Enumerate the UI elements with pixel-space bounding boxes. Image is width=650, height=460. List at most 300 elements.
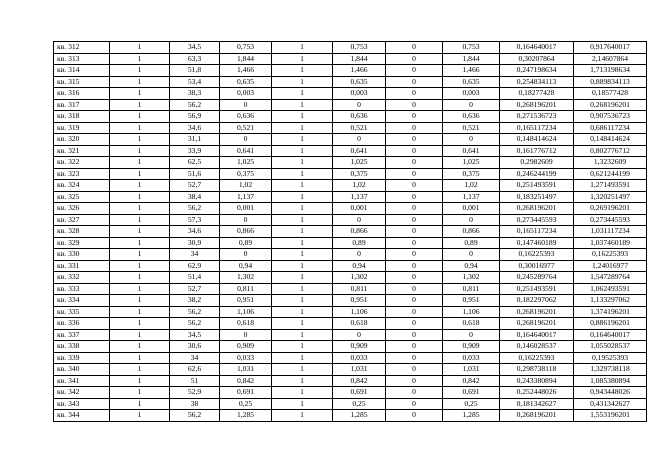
cell-apartment-number: кв. 332	[54, 272, 110, 284]
cell-total: 0,907536723	[574, 111, 647, 123]
cell-col-2: 1	[110, 180, 170, 192]
cell-total: 0,431342627	[574, 398, 647, 410]
cell-col-2: 1	[110, 237, 170, 249]
table-row	[54, 203, 647, 215]
cell-total: 1,271493591	[574, 180, 647, 192]
cell-total: 0,889834113	[574, 76, 647, 88]
cell-total: 1,24016977	[574, 260, 647, 272]
cell-col-7: 0	[386, 387, 443, 399]
cell-col-4: 0,521	[220, 122, 272, 134]
table-row	[54, 375, 647, 387]
cell-total: 0,18577428	[574, 88, 647, 100]
cell-total: 0,148414624	[574, 134, 647, 146]
cell-total: 2,14607864	[574, 53, 647, 65]
cell-col-9: 0,148414624	[500, 134, 574, 146]
table-row	[54, 214, 647, 226]
cell-apartment-number: кв. 318	[54, 111, 110, 123]
cell-col-2: 1	[110, 306, 170, 318]
table-row	[54, 168, 647, 180]
cell-col-7: 0	[386, 180, 443, 192]
cell-col-4: 0,375	[220, 168, 272, 180]
cell-col-9: 0,165117234	[500, 226, 574, 238]
cell-col-7: 0	[386, 42, 443, 54]
cell-area: 38,3	[170, 88, 220, 100]
cell-col-6: 0,25	[333, 398, 386, 410]
cell-col-6: 0,691	[333, 387, 386, 399]
cell-col-6: 0	[333, 249, 386, 261]
cell-col-9: 0,164640017	[500, 42, 574, 54]
cell-col-7: 0	[386, 203, 443, 215]
cell-area: 56,9	[170, 111, 220, 123]
cell-apartment-number: кв. 321	[54, 145, 110, 157]
cell-apartment-number: кв. 340	[54, 364, 110, 376]
cell-area: 56,2	[170, 306, 220, 318]
cell-total: 1,037460189	[574, 237, 647, 249]
cell-col-2: 1	[110, 76, 170, 88]
cell-col-5: 1	[272, 65, 333, 77]
cell-col-7: 0	[386, 145, 443, 157]
cell-col-9: 0,298738118	[500, 364, 574, 376]
cell-col-2: 1	[110, 352, 170, 364]
cell-col-5: 1	[272, 249, 333, 261]
table-row	[54, 306, 647, 318]
cell-col-5: 1	[272, 214, 333, 226]
cell-apartment-number: кв. 324	[54, 180, 110, 192]
cell-col-4: 0,033	[220, 352, 272, 364]
cell-total: 1,374196201	[574, 306, 647, 318]
cell-col-7: 0	[386, 260, 443, 272]
cell-col-2: 1	[110, 168, 170, 180]
cell-col-2: 1	[110, 341, 170, 353]
cell-area: 34,5	[170, 329, 220, 341]
cell-col-6: 0	[333, 329, 386, 341]
cell-col-9: 0,243380894	[500, 375, 574, 387]
cell-col-9: 0,251493591	[500, 283, 574, 295]
cell-col-4: 1,031	[220, 364, 272, 376]
cell-total: 0,943448026	[574, 387, 647, 399]
cell-col-2: 1	[110, 364, 170, 376]
cell-col-4: 0,635	[220, 76, 272, 88]
cell-col-7: 0	[386, 237, 443, 249]
cell-apartment-number: кв. 322	[54, 157, 110, 169]
cell-apartment-number: кв. 329	[54, 237, 110, 249]
table-row	[54, 237, 647, 249]
cell-col-5: 1	[272, 42, 333, 54]
cell-area: 38	[170, 398, 220, 410]
cell-col-8: 0,641	[443, 145, 500, 157]
cell-col-8: 1,02	[443, 180, 500, 192]
cell-col-5: 1	[272, 53, 333, 65]
cell-col-5: 1	[272, 398, 333, 410]
cell-col-6: 0,951	[333, 295, 386, 307]
cell-area: 56,2	[170, 410, 220, 422]
cell-col-8: 0,033	[443, 352, 500, 364]
cell-col-8: 0,753	[443, 42, 500, 54]
cell-col-9: 0,182297062	[500, 295, 574, 307]
cell-col-2: 1	[110, 283, 170, 295]
cell-col-5: 1	[272, 134, 333, 146]
cell-col-6: 1,106	[333, 306, 386, 318]
cell-col-7: 0	[386, 352, 443, 364]
cell-col-9: 0,165117234	[500, 122, 574, 134]
cell-apartment-number: кв. 320	[54, 134, 110, 146]
cell-col-7: 0	[386, 168, 443, 180]
cell-col-6: 0,753	[333, 42, 386, 54]
cell-col-2: 1	[110, 329, 170, 341]
table-body	[54, 42, 647, 422]
cell-col-9: 0,273445593	[500, 214, 574, 226]
cell-col-2: 1	[110, 387, 170, 399]
cell-col-6: 1,844	[333, 53, 386, 65]
cell-col-8: 0,951	[443, 295, 500, 307]
table-row	[54, 191, 647, 203]
cell-col-5: 1	[272, 375, 333, 387]
cell-col-9: 0,181342627	[500, 398, 574, 410]
cell-col-2: 1	[110, 398, 170, 410]
table-row	[54, 398, 647, 410]
cell-apartment-number: кв. 336	[54, 318, 110, 330]
cell-apartment-number: кв. 314	[54, 65, 110, 77]
cell-col-9: 0,254834113	[500, 76, 574, 88]
cell-col-7: 0	[386, 99, 443, 111]
cell-col-5: 1	[272, 329, 333, 341]
cell-col-4: 0,003	[220, 88, 272, 100]
cell-col-5: 1	[272, 260, 333, 272]
cell-col-7: 0	[386, 410, 443, 422]
cell-col-6: 0,636	[333, 111, 386, 123]
cell-col-9: 0,246244199	[500, 168, 574, 180]
cell-col-7: 0	[386, 111, 443, 123]
cell-col-4: 1,025	[220, 157, 272, 169]
cell-col-4: 0,94	[220, 260, 272, 272]
cell-col-2: 1	[110, 191, 170, 203]
cell-col-5: 1	[272, 180, 333, 192]
cell-col-9: 0,268196201	[500, 99, 574, 111]
cell-col-2: 1	[110, 249, 170, 261]
table-row	[54, 260, 647, 272]
cell-col-2: 1	[110, 53, 170, 65]
cell-col-6: 0	[333, 134, 386, 146]
table-row	[54, 295, 647, 307]
cell-total: 0,802776712	[574, 145, 647, 157]
cell-col-5: 1	[272, 111, 333, 123]
cell-area: 34	[170, 249, 220, 261]
table-row	[54, 226, 647, 238]
table-row	[54, 272, 647, 284]
cell-col-5: 1	[272, 364, 333, 376]
cell-col-8: 0,375	[443, 168, 500, 180]
cell-col-2: 1	[110, 203, 170, 215]
cell-total: 1,547289764	[574, 272, 647, 284]
cell-col-8: 1,844	[443, 53, 500, 65]
cell-col-8: 0,636	[443, 111, 500, 123]
table-row	[54, 65, 647, 77]
cell-col-6: 0,521	[333, 122, 386, 134]
cell-col-2: 1	[110, 88, 170, 100]
cell-col-8: 1,285	[443, 410, 500, 422]
cell-col-5: 1	[272, 283, 333, 295]
cell-col-2: 1	[110, 145, 170, 157]
table-row	[54, 134, 647, 146]
cell-apartment-number: кв. 328	[54, 226, 110, 238]
table-row	[54, 410, 647, 422]
cell-col-7: 0	[386, 191, 443, 203]
cell-apartment-number: кв. 319	[54, 122, 110, 134]
table-row	[54, 111, 647, 123]
cell-area: 56,2	[170, 318, 220, 330]
cell-col-7: 0	[386, 53, 443, 65]
cell-col-8: 0,521	[443, 122, 500, 134]
cell-col-8: 0	[443, 99, 500, 111]
cell-col-7: 0	[386, 364, 443, 376]
cell-total: 0,268196201	[574, 99, 647, 111]
cell-total: 0,16225393	[574, 249, 647, 261]
cell-col-6: 1,302	[333, 272, 386, 284]
cell-total: 1,085380894	[574, 375, 647, 387]
table-row	[54, 99, 647, 111]
cell-apartment-number: кв. 335	[54, 306, 110, 318]
table-row	[54, 42, 647, 54]
cell-col-4: 0,618	[220, 318, 272, 330]
cell-col-5: 1	[272, 145, 333, 157]
cell-col-4: 0,753	[220, 42, 272, 54]
table-row	[54, 341, 647, 353]
table-row	[54, 157, 647, 169]
table-row	[54, 364, 647, 376]
cell-col-5: 1	[272, 237, 333, 249]
cell-apartment-number: кв. 315	[54, 76, 110, 88]
cell-col-8: 0,001	[443, 203, 500, 215]
cell-area: 34,6	[170, 226, 220, 238]
cell-col-9: 0,30207864	[500, 53, 574, 65]
cell-col-9: 0,147460189	[500, 237, 574, 249]
cell-col-8: 0,003	[443, 88, 500, 100]
cell-col-8: 1,302	[443, 272, 500, 284]
cell-col-5: 1	[272, 352, 333, 364]
cell-col-4: 0,89	[220, 237, 272, 249]
cell-col-6: 0,94	[333, 260, 386, 272]
cell-col-5: 1	[272, 341, 333, 353]
cell-col-6: 0,842	[333, 375, 386, 387]
cell-col-9: 0,251493591	[500, 180, 574, 192]
cell-col-6: 0	[333, 99, 386, 111]
cell-col-8: 0,618	[443, 318, 500, 330]
cell-col-8: 1,025	[443, 157, 500, 169]
cell-col-2: 1	[110, 318, 170, 330]
table-row	[54, 88, 647, 100]
cell-apartment-number: кв. 342	[54, 387, 110, 399]
cell-area: 63,3	[170, 53, 220, 65]
cell-col-4: 0,641	[220, 145, 272, 157]
cell-col-6: 1,02	[333, 180, 386, 192]
cell-col-9: 0,247198634	[500, 65, 574, 77]
cell-col-5: 1	[272, 226, 333, 238]
cell-total: 0,19525393	[574, 352, 647, 364]
cell-col-4: 0,25	[220, 398, 272, 410]
cell-col-5: 1	[272, 318, 333, 330]
cell-area: 34,5	[170, 42, 220, 54]
cell-total: 1,133297062	[574, 295, 647, 307]
cell-col-6: 0,909	[333, 341, 386, 353]
cell-apartment-number: кв. 334	[54, 295, 110, 307]
cell-col-7: 0	[386, 329, 443, 341]
cell-col-4: 0	[220, 99, 272, 111]
cell-col-7: 0	[386, 226, 443, 238]
cell-total: 0,164640017	[574, 329, 647, 341]
cell-col-4: 1,466	[220, 65, 272, 77]
cell-col-8: 0,811	[443, 283, 500, 295]
cell-col-4: 0,842	[220, 375, 272, 387]
cell-col-2: 1	[110, 134, 170, 146]
cell-col-4: 0,951	[220, 295, 272, 307]
cell-col-6: 0,375	[333, 168, 386, 180]
cell-col-5: 1	[272, 168, 333, 180]
cell-col-7: 0	[386, 65, 443, 77]
cell-apartment-number: кв. 339	[54, 352, 110, 364]
cell-total: 1,055028537	[574, 341, 647, 353]
cell-col-8: 0,909	[443, 341, 500, 353]
cell-apartment-number: кв. 325	[54, 191, 110, 203]
cell-area: 52,7	[170, 283, 220, 295]
cell-total: 1,3232609	[574, 157, 647, 169]
cell-col-5: 1	[272, 306, 333, 318]
cell-col-5: 1	[272, 295, 333, 307]
cell-area: 51,8	[170, 65, 220, 77]
cell-col-5: 1	[272, 122, 333, 134]
cell-total: 0,917640017	[574, 42, 647, 54]
cell-col-7: 0	[386, 306, 443, 318]
cell-col-9: 0,146028537	[500, 341, 574, 353]
cell-col-4: 0,866	[220, 226, 272, 238]
table-row	[54, 145, 647, 157]
table-row	[54, 387, 647, 399]
cell-col-8: 1,106	[443, 306, 500, 318]
cell-col-4: 0,811	[220, 283, 272, 295]
cell-col-4: 0,001	[220, 203, 272, 215]
cell-col-9: 0,161776712	[500, 145, 574, 157]
cell-col-4: 1,844	[220, 53, 272, 65]
cell-col-4: 0	[220, 249, 272, 261]
cell-col-5: 1	[272, 99, 333, 111]
cell-total: 1,553196201	[574, 410, 647, 422]
cell-col-8: 0	[443, 249, 500, 261]
cell-col-2: 1	[110, 157, 170, 169]
cell-area: 62,6	[170, 364, 220, 376]
cell-col-8: 1,031	[443, 364, 500, 376]
table-row	[54, 329, 647, 341]
cell-col-6: 1,025	[333, 157, 386, 169]
cell-total: 1,713198634	[574, 65, 647, 77]
cell-col-2: 1	[110, 122, 170, 134]
cell-area: 30,6	[170, 341, 220, 353]
cell-col-5: 1	[272, 387, 333, 399]
cell-col-6: 0	[333, 214, 386, 226]
table-row	[54, 283, 647, 295]
cell-col-9: 0,16225393	[500, 352, 574, 364]
cell-apartment-number: кв. 331	[54, 260, 110, 272]
cell-col-6: 1,285	[333, 410, 386, 422]
cell-apartment-number: кв. 312	[54, 42, 110, 54]
cell-col-6: 0,641	[333, 145, 386, 157]
cell-apartment-number: кв. 338	[54, 341, 110, 353]
cell-col-4: 0	[220, 134, 272, 146]
table-row	[54, 76, 647, 88]
table-row	[54, 122, 647, 134]
cell-col-7: 0	[386, 214, 443, 226]
cell-col-9: 0,268196201	[500, 203, 574, 215]
cell-col-9: 0,268196201	[500, 306, 574, 318]
cell-area: 56,2	[170, 99, 220, 111]
cell-col-6: 1,137	[333, 191, 386, 203]
cell-col-9: 0,268196201	[500, 318, 574, 330]
cell-col-4: 1,137	[220, 191, 272, 203]
cell-col-6: 1,466	[333, 65, 386, 77]
cell-area: 30,9	[170, 237, 220, 249]
cell-col-9: 0,16225393	[500, 249, 574, 261]
cell-col-8: 0,25	[443, 398, 500, 410]
cell-col-8: 0	[443, 329, 500, 341]
cell-col-2: 1	[110, 375, 170, 387]
table-row	[54, 352, 647, 364]
cell-col-5: 1	[272, 272, 333, 284]
cell-col-9: 0,245289764	[500, 272, 574, 284]
cell-col-9: 0,30016977	[500, 260, 574, 272]
cell-col-7: 0	[386, 134, 443, 146]
cell-col-4: 1,02	[220, 180, 272, 192]
cell-apartment-number: кв. 337	[54, 329, 110, 341]
cell-col-7: 0	[386, 122, 443, 134]
cell-col-8: 0,89	[443, 237, 500, 249]
cell-area: 52,9	[170, 387, 220, 399]
cell-total: 1,062493591	[574, 283, 647, 295]
cell-area: 51,6	[170, 168, 220, 180]
table-row	[54, 180, 647, 192]
cell-total: 1,031117234	[574, 226, 647, 238]
cell-col-2: 1	[110, 99, 170, 111]
cell-col-9: 0,164640017	[500, 329, 574, 341]
cell-col-9: 0,271536723	[500, 111, 574, 123]
cell-col-6: 0,618	[333, 318, 386, 330]
cell-area: 57,3	[170, 214, 220, 226]
cell-area: 56,2	[170, 203, 220, 215]
cell-col-4: 0	[220, 214, 272, 226]
cell-total: 0,686117234	[574, 122, 647, 134]
cell-apartment-number: кв. 327	[54, 214, 110, 226]
cell-col-4: 1,285	[220, 410, 272, 422]
cell-area: 34	[170, 352, 220, 364]
cell-col-8: 0,842	[443, 375, 500, 387]
cell-col-7: 0	[386, 76, 443, 88]
cell-col-9: 0,183251497	[500, 191, 574, 203]
cell-col-6: 0,033	[333, 352, 386, 364]
cell-area: 34,6	[170, 122, 220, 134]
cell-col-5: 1	[272, 410, 333, 422]
cell-col-9: 0,2982609	[500, 157, 574, 169]
cell-col-7: 0	[386, 375, 443, 387]
cell-col-2: 1	[110, 410, 170, 422]
cell-apartment-number: кв. 326	[54, 203, 110, 215]
cell-col-2: 1	[110, 226, 170, 238]
cell-col-8: 1,137	[443, 191, 500, 203]
cell-col-4: 0,636	[220, 111, 272, 123]
cell-col-6: 1,031	[333, 364, 386, 376]
cell-col-5: 1	[272, 76, 333, 88]
cell-apartment-number: кв. 323	[54, 168, 110, 180]
cell-apartment-number: кв. 313	[54, 53, 110, 65]
cell-col-9: 0,252448026	[500, 387, 574, 399]
cell-col-8: 0,866	[443, 226, 500, 238]
cell-col-7: 0	[386, 318, 443, 330]
